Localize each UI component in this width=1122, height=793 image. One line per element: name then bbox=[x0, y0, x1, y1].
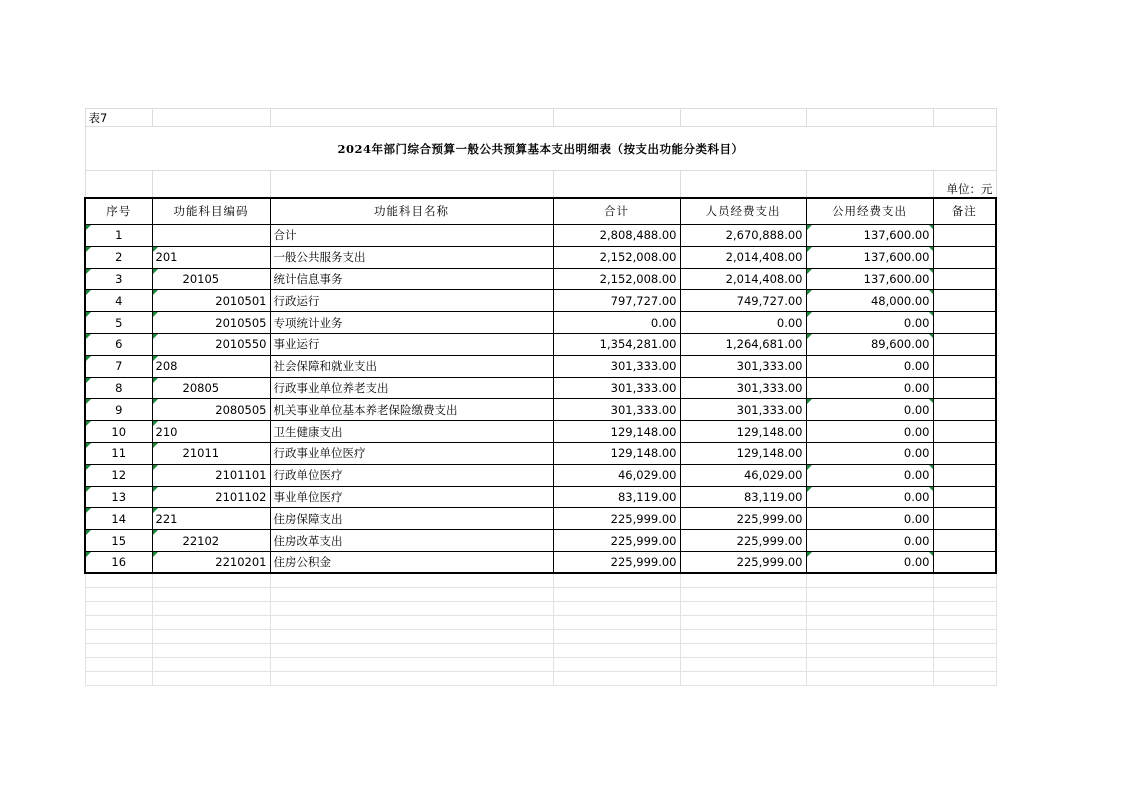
empty-cell[interactable] bbox=[680, 573, 806, 587]
row-public[interactable]: 0.00 bbox=[806, 551, 933, 573]
row-remark[interactable] bbox=[933, 355, 996, 377]
header-name[interactable]: 功能科目名称 bbox=[270, 198, 553, 225]
row-total[interactable]: 301,333.00 bbox=[553, 399, 680, 421]
empty-cell[interactable] bbox=[152, 643, 270, 657]
row-personnel[interactable]: 46,029.00 bbox=[680, 464, 806, 486]
empty-cell[interactable] bbox=[553, 657, 680, 671]
empty-cell[interactable] bbox=[806, 587, 933, 601]
row-seq[interactable]: 1 bbox=[85, 225, 152, 247]
empty-cell[interactable] bbox=[85, 601, 152, 615]
sheet-label[interactable]: 表7 bbox=[85, 109, 152, 127]
empty-cell[interactable] bbox=[806, 657, 933, 671]
empty-cell[interactable] bbox=[553, 629, 680, 643]
empty-row bbox=[85, 671, 996, 685]
header-seq[interactable]: 序号 bbox=[85, 198, 152, 225]
empty-cell[interactable] bbox=[553, 615, 680, 629]
row-public[interactable]: 137,600.00 bbox=[806, 246, 933, 268]
table-row bbox=[85, 312, 996, 334]
row-public[interactable]: 137,600.00 bbox=[806, 225, 933, 247]
row-name[interactable]: 事业单位医疗 bbox=[270, 486, 553, 508]
row-public[interactable]: 0.00 bbox=[806, 377, 933, 399]
header-public[interactable]: 公用经费支出 bbox=[806, 198, 933, 225]
empty-cell[interactable] bbox=[270, 573, 553, 587]
row-personnel[interactable]: 225,999.00 bbox=[680, 508, 806, 530]
row-remark[interactable] bbox=[933, 464, 996, 486]
row-total[interactable]: 1,354,281.00 bbox=[553, 333, 680, 355]
row-name[interactable]: 行政单位医疗 bbox=[270, 464, 553, 486]
empty-cell[interactable] bbox=[806, 615, 933, 629]
empty-cell[interactable] bbox=[933, 601, 996, 615]
empty-cell[interactable] bbox=[680, 671, 806, 685]
row-name[interactable]: 卫生健康支出 bbox=[270, 421, 553, 443]
empty-cell[interactable] bbox=[933, 615, 996, 629]
row-seq[interactable]: 8 bbox=[85, 377, 152, 399]
row-name[interactable]: 住房公积金 bbox=[270, 551, 553, 573]
row-remark[interactable] bbox=[933, 486, 996, 508]
row-seq[interactable]: 2 bbox=[85, 246, 152, 268]
empty-cell[interactable] bbox=[270, 587, 553, 601]
row-remark[interactable] bbox=[933, 530, 996, 552]
empty-cell[interactable] bbox=[85, 657, 152, 671]
row-personnel[interactable]: 1,264,681.00 bbox=[680, 333, 806, 355]
empty-cell[interactable] bbox=[85, 643, 152, 657]
row-total[interactable]: 2,152,008.00 bbox=[553, 246, 680, 268]
empty-cell[interactable] bbox=[806, 629, 933, 643]
row-total[interactable]: 83,119.00 bbox=[553, 486, 680, 508]
table-row bbox=[85, 442, 996, 464]
row-public[interactable]: 0.00 bbox=[806, 421, 933, 443]
row-code[interactable]: 201 bbox=[152, 246, 270, 268]
row-public[interactable]: 0.00 bbox=[806, 399, 933, 421]
empty-cell[interactable] bbox=[85, 629, 152, 643]
table-row bbox=[85, 464, 996, 486]
table-row bbox=[85, 355, 996, 377]
empty-cell[interactable] bbox=[85, 615, 152, 629]
empty-cell[interactable] bbox=[152, 601, 270, 615]
row-code[interactable]: 208 bbox=[152, 355, 270, 377]
empty-cell[interactable] bbox=[270, 657, 553, 671]
row-personnel[interactable]: 225,999.00 bbox=[680, 530, 806, 552]
table-row bbox=[85, 246, 996, 268]
empty-cell[interactable] bbox=[85, 573, 152, 587]
row-code[interactable]: 21011 bbox=[152, 442, 270, 464]
empty-cell[interactable] bbox=[85, 587, 152, 601]
row-remark[interactable] bbox=[933, 290, 996, 312]
row-personnel[interactable]: 83,119.00 bbox=[680, 486, 806, 508]
row-remark[interactable] bbox=[933, 508, 996, 530]
row-name[interactable]: 合计 bbox=[270, 225, 553, 247]
empty-cell[interactable] bbox=[806, 671, 933, 685]
row-total[interactable]: 46,029.00 bbox=[553, 464, 680, 486]
row-code[interactable]: 2080505 bbox=[152, 399, 270, 421]
table-row bbox=[85, 225, 996, 247]
row-name[interactable]: 行政事业单位养老支出 bbox=[270, 377, 553, 399]
row-seq[interactable]: 12 bbox=[85, 464, 152, 486]
row-name[interactable]: 事业运行 bbox=[270, 333, 553, 355]
table-title[interactable]: 2024年部门综合预算一般公共预算基本支出明细表（按支出功能分类科目） bbox=[85, 127, 996, 171]
row-code[interactable]: 210 bbox=[152, 421, 270, 443]
empty-cell[interactable] bbox=[680, 601, 806, 615]
row-name[interactable]: 专项统计业务 bbox=[270, 312, 553, 334]
empty-row bbox=[85, 601, 996, 615]
table-row bbox=[85, 551, 996, 573]
row-name[interactable]: 住房保障支出 bbox=[270, 508, 553, 530]
row-name[interactable]: 社会保障和就业支出 bbox=[270, 355, 553, 377]
row-total[interactable]: 301,333.00 bbox=[553, 377, 680, 399]
row-public[interactable]: 0.00 bbox=[806, 530, 933, 552]
table-row bbox=[85, 530, 996, 552]
table-row bbox=[85, 421, 996, 443]
row-name[interactable]: 行政运行 bbox=[270, 290, 553, 312]
row-total[interactable]: 2,808,488.00 bbox=[553, 225, 680, 247]
row-personnel[interactable]: 0.00 bbox=[680, 312, 806, 334]
row-remark[interactable] bbox=[933, 551, 996, 573]
empty-cell[interactable] bbox=[933, 573, 996, 587]
row-seq[interactable]: 13 bbox=[85, 486, 152, 508]
header-remark[interactable]: 备注 bbox=[933, 198, 996, 225]
empty-row bbox=[85, 657, 996, 671]
empty-cell[interactable] bbox=[152, 629, 270, 643]
row-total[interactable]: 225,999.00 bbox=[553, 508, 680, 530]
empty-cell[interactable] bbox=[806, 573, 933, 587]
row-name[interactable]: 一般公共服务支出 bbox=[270, 246, 553, 268]
empty-row bbox=[85, 573, 996, 587]
empty-cell[interactable] bbox=[680, 587, 806, 601]
empty-row bbox=[85, 643, 996, 657]
row-total[interactable]: 225,999.00 bbox=[553, 530, 680, 552]
empty-row bbox=[85, 587, 996, 601]
empty-cell[interactable] bbox=[553, 643, 680, 657]
row-code[interactable] bbox=[152, 225, 270, 247]
row-remark[interactable] bbox=[933, 442, 996, 464]
row-seq[interactable]: 5 bbox=[85, 312, 152, 334]
row-name[interactable]: 行政事业单位医疗 bbox=[270, 442, 553, 464]
row-public[interactable]: 0.00 bbox=[806, 508, 933, 530]
row-code[interactable]: 20105 bbox=[152, 268, 270, 290]
empty-cell[interactable] bbox=[553, 587, 680, 601]
row-personnel[interactable]: 301,333.00 bbox=[680, 399, 806, 421]
empty-cell[interactable] bbox=[680, 615, 806, 629]
row-seq[interactable]: 15 bbox=[85, 530, 152, 552]
row-seq[interactable]: 10 bbox=[85, 421, 152, 443]
header-row bbox=[85, 198, 996, 225]
row-remark[interactable] bbox=[933, 377, 996, 399]
empty-cell[interactable] bbox=[933, 629, 996, 643]
spreadsheet bbox=[84, 108, 995, 686]
row-public[interactable]: 0.00 bbox=[806, 464, 933, 486]
row-remark[interactable] bbox=[933, 399, 996, 421]
row-seq[interactable]: 3 bbox=[85, 268, 152, 290]
row-name[interactable]: 住房改革支出 bbox=[270, 530, 553, 552]
empty-cell[interactable] bbox=[270, 601, 553, 615]
row-personnel[interactable]: 301,333.00 bbox=[680, 355, 806, 377]
empty-cell[interactable] bbox=[933, 657, 996, 671]
row-code[interactable]: 2010505 bbox=[152, 312, 270, 334]
empty-cell[interactable] bbox=[270, 671, 553, 685]
row-personnel[interactable]: 301,333.00 bbox=[680, 377, 806, 399]
row-code[interactable]: 22102 bbox=[152, 530, 270, 552]
row-total[interactable]: 129,148.00 bbox=[553, 421, 680, 443]
table-row bbox=[85, 486, 996, 508]
empty-cell[interactable] bbox=[680, 657, 806, 671]
table-row bbox=[85, 508, 996, 530]
row-remark[interactable] bbox=[933, 312, 996, 334]
empty-row bbox=[85, 615, 996, 629]
row-public[interactable]: 0.00 bbox=[806, 355, 933, 377]
row-seq[interactable]: 7 bbox=[85, 355, 152, 377]
empty-cell[interactable] bbox=[933, 671, 996, 685]
empty-cell[interactable] bbox=[680, 629, 806, 643]
empty-cell[interactable] bbox=[152, 573, 270, 587]
empty-cell[interactable] bbox=[933, 643, 996, 657]
row-seq[interactable]: 9 bbox=[85, 399, 152, 421]
row-total[interactable]: 129,148.00 bbox=[553, 442, 680, 464]
empty-cell[interactable] bbox=[152, 657, 270, 671]
row-public[interactable]: 48,000.00 bbox=[806, 290, 933, 312]
row-code[interactable]: 221 bbox=[152, 508, 270, 530]
row-personnel[interactable]: 2,014,408.00 bbox=[680, 268, 806, 290]
row-remark[interactable] bbox=[933, 225, 996, 247]
row-code[interactable]: 2210201 bbox=[152, 551, 270, 573]
empty-row bbox=[85, 629, 996, 643]
empty-cell[interactable] bbox=[553, 601, 680, 615]
row-personnel[interactable]: 129,148.00 bbox=[680, 421, 806, 443]
row-personnel[interactable]: 749,727.00 bbox=[680, 290, 806, 312]
budget-table bbox=[84, 108, 997, 686]
row-public[interactable]: 0.00 bbox=[806, 486, 933, 508]
row-seq[interactable]: 14 bbox=[85, 508, 152, 530]
empty-cell[interactable] bbox=[152, 587, 270, 601]
empty-cell[interactable] bbox=[680, 643, 806, 657]
row-personnel[interactable]: 225,999.00 bbox=[680, 551, 806, 573]
row-code[interactable]: 20805 bbox=[152, 377, 270, 399]
row-public[interactable]: 89,600.00 bbox=[806, 333, 933, 355]
empty-cell[interactable] bbox=[270, 643, 553, 657]
table-row bbox=[85, 290, 996, 312]
header-personnel[interactable]: 人员经费支出 bbox=[680, 198, 806, 225]
empty-cell[interactable] bbox=[933, 587, 996, 601]
empty-cell[interactable] bbox=[270, 629, 553, 643]
empty-cell[interactable] bbox=[152, 671, 270, 685]
empty-cell[interactable] bbox=[270, 615, 553, 629]
empty-cell[interactable] bbox=[806, 601, 933, 615]
row-remark[interactable] bbox=[933, 421, 996, 443]
table-row bbox=[85, 268, 996, 290]
row-name[interactable]: 统计信息事务 bbox=[270, 268, 553, 290]
header-total[interactable]: 合计 bbox=[553, 198, 680, 225]
row-code[interactable]: 2101102 bbox=[152, 486, 270, 508]
row-total[interactable]: 225,999.00 bbox=[553, 551, 680, 573]
empty-cell[interactable] bbox=[152, 615, 270, 629]
header-code[interactable]: 功能科目编码 bbox=[152, 198, 270, 225]
row-public[interactable]: 0.00 bbox=[806, 312, 933, 334]
row-seq[interactable]: 4 bbox=[85, 290, 152, 312]
row-personnel[interactable]: 2,670,888.00 bbox=[680, 225, 806, 247]
unit-label[interactable]: 单位：元 bbox=[933, 171, 996, 198]
row-total[interactable]: 2,152,008.00 bbox=[553, 268, 680, 290]
empty-cell[interactable] bbox=[553, 671, 680, 685]
row-code[interactable]: 2010550 bbox=[152, 333, 270, 355]
row-personnel[interactable]: 129,148.00 bbox=[680, 442, 806, 464]
row-remark[interactable] bbox=[933, 246, 996, 268]
row-code[interactable]: 2101101 bbox=[152, 464, 270, 486]
row-public[interactable]: 137,600.00 bbox=[806, 268, 933, 290]
empty-cell[interactable] bbox=[806, 643, 933, 657]
row-remark[interactable] bbox=[933, 268, 996, 290]
row-total[interactable]: 0.00 bbox=[553, 312, 680, 334]
row-seq[interactable]: 16 bbox=[85, 551, 152, 573]
row-name[interactable]: 机关事业单位基本养老保险缴费支出 bbox=[270, 399, 553, 421]
row-personnel[interactable]: 2,014,408.00 bbox=[680, 246, 806, 268]
row-seq[interactable]: 11 bbox=[85, 442, 152, 464]
row-public[interactable]: 0.00 bbox=[806, 442, 933, 464]
row-total[interactable]: 797,727.00 bbox=[553, 290, 680, 312]
empty-cell[interactable] bbox=[85, 671, 152, 685]
row-code[interactable]: 2010501 bbox=[152, 290, 270, 312]
table-row bbox=[85, 399, 996, 421]
row-remark[interactable] bbox=[933, 333, 996, 355]
row-seq[interactable]: 6 bbox=[85, 333, 152, 355]
table-row bbox=[85, 333, 996, 355]
table-row bbox=[85, 377, 996, 399]
row-total[interactable]: 301,333.00 bbox=[553, 355, 680, 377]
empty-cell[interactable] bbox=[553, 573, 680, 587]
